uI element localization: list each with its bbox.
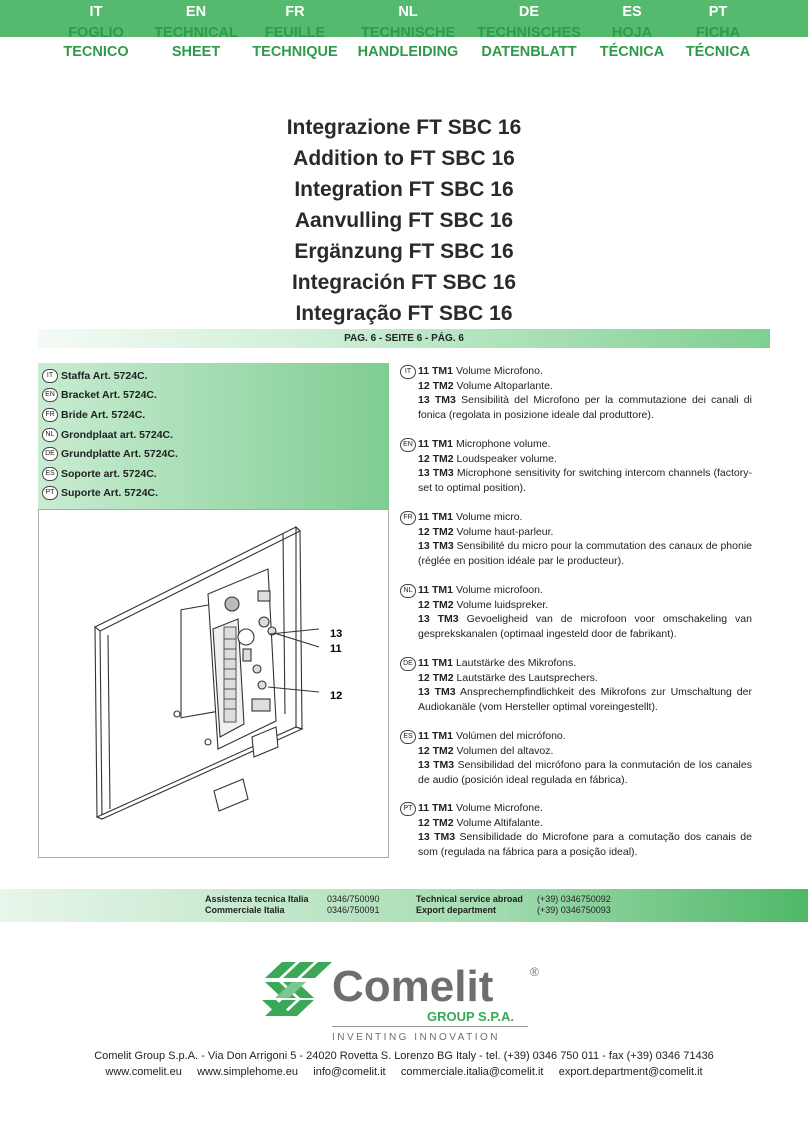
lang-title-line1: TECHNICAL — [154, 25, 238, 41]
company-address — [0, 1048, 808, 1080]
desc-line: 11 TM1 Volume Microfone. — [418, 802, 543, 814]
logo-registered: ® — [530, 965, 539, 979]
lang-col-fr — [248, 4, 342, 62]
logo-mark-icon — [262, 962, 332, 1016]
desc-line: 12 TM2 Volume Altifalante. — [418, 816, 543, 829]
lang-badge: PT — [400, 802, 416, 816]
bracket-label: Bride Art. 5724C. — [61, 408, 146, 421]
callout-13: 13 — [330, 628, 343, 640]
bracket-label: Bracket Art. 5724C. — [61, 389, 157, 402]
export-phone: (+39) 0346750093 — [537, 905, 611, 915]
lang-title-line2: TECNICO — [63, 44, 129, 60]
callout-12: 12 — [330, 690, 343, 702]
desc-line: 12 TM2 Volume luidspreker. — [418, 598, 549, 611]
comelit-logo — [262, 962, 552, 1044]
desc-line: 13 TM3 Sensibilidade do Microfone para a comutação dos canais de som (regulada na fábrica para a posição ideal). — [418, 831, 752, 858]
lang-badge: FR — [42, 408, 58, 422]
lang-title-line1: FEUILLE — [264, 25, 326, 41]
desc-line: 11 TM1 Volume Microfono. — [418, 365, 543, 377]
it-support-label: Assistenza tecnica Italia — [205, 894, 309, 904]
desc-line: 13 TM3 Ansprechempfindlichkeit des Mikrofons zur Umschaltung der Audiokanäle (vom Hersteller optimal voreingestellt). — [418, 686, 752, 713]
lang-title-line2: HANDLEIDING — [357, 44, 459, 60]
lang-code: EN — [185, 4, 207, 20]
logo-group: GROUP S.P.A. — [427, 1009, 514, 1024]
desc-line: 13 TM3 Sensibilidad del micrófono para la conmutación de los canales de audio (posición ideal regulada en fábrica). — [418, 759, 752, 786]
lang-badge: NL — [400, 584, 416, 598]
lang-col-pt — [680, 4, 756, 62]
title-nl: Aanvulling FT SBC 16 — [294, 209, 514, 232]
lang-col-en — [146, 4, 246, 62]
bracket-label: Grondplaat art. 5724C. — [61, 428, 174, 441]
lang-badge: NL — [42, 428, 58, 442]
logo-name: Comelit — [332, 962, 494, 1011]
title-pt: Integração FT SBC 16 — [295, 302, 513, 325]
lang-badge: IT — [400, 365, 416, 379]
bracket-item — [42, 484, 178, 504]
bracket-item — [42, 405, 178, 425]
lang-code: ES — [622, 4, 642, 20]
desc-line: 13 TM3 Gevoeligheid van de microfoon voor omschakeling van gesprekskanalen (optimaal ingesteld door de fabrikant). — [418, 613, 752, 640]
lang-title-line1: TECHNISCHES — [477, 25, 581, 41]
logo-rule — [332, 1026, 528, 1027]
lang-title-line2: TÉCNICA — [599, 44, 665, 60]
description-es — [400, 729, 752, 787]
desc-line: 12 TM2 Volumen del altavoz. — [418, 744, 554, 757]
desc-line: 13 TM3 Microphone sensitivity for switching intercom channels (factory-set to optimal position). — [418, 467, 753, 494]
description-en — [400, 437, 752, 495]
abroad-support-label: Technical service abroad — [416, 894, 523, 904]
title-it: Integrazione FT SBC 16 — [286, 116, 522, 139]
logo-tagline: INVENTING INNOVATION — [332, 1032, 500, 1043]
it-sales-label: Commerciale Italia — [205, 905, 285, 915]
web-links: www.comelit.eu www.simplehome.eu info@comelit.it commerciale.italia@comelit.it export.department@comelit.it — [105, 1066, 703, 1078]
lang-code: NL — [398, 4, 418, 20]
callout-11: 11 — [330, 643, 342, 655]
lang-col-es — [594, 4, 670, 62]
page-reference: PAG. 6 - SEITE 6 - PÁG. 6 — [38, 329, 770, 348]
lang-title-line2: TÉCNICA — [685, 44, 751, 60]
lang-col-de — [470, 4, 588, 62]
bracket-label: Staffa Art. 5724C. — [61, 369, 148, 382]
description-fr — [400, 510, 752, 568]
lang-title-line2: SHEET — [171, 44, 221, 60]
lang-badge: DE — [400, 657, 416, 671]
title-fr: Integration FT SBC 16 — [294, 178, 514, 201]
description-it — [400, 364, 752, 422]
lang-badge: DE — [42, 447, 58, 461]
lang-title-line1: FOGLIO — [68, 25, 124, 41]
desc-line: 13 TM3 Sensibilité du micro pour la commutation des canaux de phonie (réglée en position idéale par le producteur). — [418, 540, 752, 567]
bracket-label: Grundplatte Art. 5724C. — [61, 448, 178, 461]
lang-title-line1: HOJA — [611, 25, 653, 41]
desc-line: 11 TM1 Lautstärke des Mikrofons. — [418, 657, 577, 669]
lang-title-line2: TECHNIQUE — [252, 44, 338, 60]
desc-line: 13 TM3 Sensibilità del Microfono per la commutazione dei canali di fonica (regolata in posizione ideale dal produttore). — [418, 394, 752, 421]
lang-badge: PT — [42, 486, 58, 500]
lang-code: IT — [89, 4, 103, 20]
lang-col-nl — [352, 4, 464, 62]
lang-code: FR — [285, 4, 305, 20]
lang-title-line1: TECHNISCHE — [360, 25, 456, 41]
title-de: Ergänzung FT SBC 16 — [294, 240, 514, 263]
description-de — [400, 656, 752, 714]
export-label: Export department — [416, 905, 497, 915]
bracket-drawing — [38, 509, 389, 858]
desc-line: 12 TM2 Loudspeaker volume. — [418, 452, 557, 465]
lang-badge: EN — [400, 438, 416, 452]
it-support-phone: 0346/750090 — [327, 894, 380, 904]
lang-badge: EN — [42, 388, 58, 402]
lang-badge: FR — [400, 511, 416, 525]
lang-badge: ES — [42, 467, 58, 481]
contact-bar — [0, 889, 808, 922]
bracket-item — [42, 464, 178, 484]
lang-code: DE — [518, 4, 540, 20]
title-es: Integración FT SBC 16 — [291, 271, 517, 294]
bracket-item — [42, 444, 178, 464]
desc-line: 12 TM2 Lautstärke des Lautsprechers. — [418, 671, 598, 684]
bracket-item — [42, 366, 178, 386]
desc-line: 11 TM1 Volume micro. — [418, 511, 523, 523]
description-pt — [400, 801, 752, 859]
desc-line: 11 TM1 Volume microfoon. — [418, 584, 543, 596]
bracket-list — [42, 366, 178, 503]
bracket-label: Soporte art. 5724C. — [61, 467, 157, 480]
description-nl — [400, 583, 752, 641]
it-sales-phone: 0346/750091 — [327, 905, 380, 915]
title-en: Addition to FT SBC 16 — [293, 147, 515, 170]
desc-line: 12 TM2 Volume haut-parleur. — [418, 525, 554, 538]
lang-badge: ES — [400, 730, 416, 744]
document-titles — [0, 112, 808, 329]
bracket-label: Suporte Art. 5724C. — [61, 487, 159, 500]
address-line: Comelit Group S.p.A. - Via Don Arrigoni 5 - 24020 Rovetta S. Lorenzo BG Italy - tel. (+39) 0346 750 011 - fax (+39) 0346 71436 — [94, 1050, 714, 1062]
desc-line: 11 TM1 Microphone volume. — [418, 438, 551, 450]
bracket-item — [42, 425, 178, 445]
lang-code: PT — [708, 4, 728, 20]
desc-line: 11 TM1 Volúmen del micrófono. — [418, 730, 566, 742]
lang-badge: IT — [42, 369, 58, 383]
lang-col-it — [55, 4, 137, 62]
bracket-item — [42, 386, 178, 406]
desc-line: 12 TM2 Volume Altoparlante. — [418, 379, 553, 392]
lang-title-line1: FICHA — [695, 25, 741, 41]
abroad-support-phone: (+39) 0346750092 — [537, 894, 611, 904]
lang-title-line2: DATENBLATT — [481, 44, 577, 60]
